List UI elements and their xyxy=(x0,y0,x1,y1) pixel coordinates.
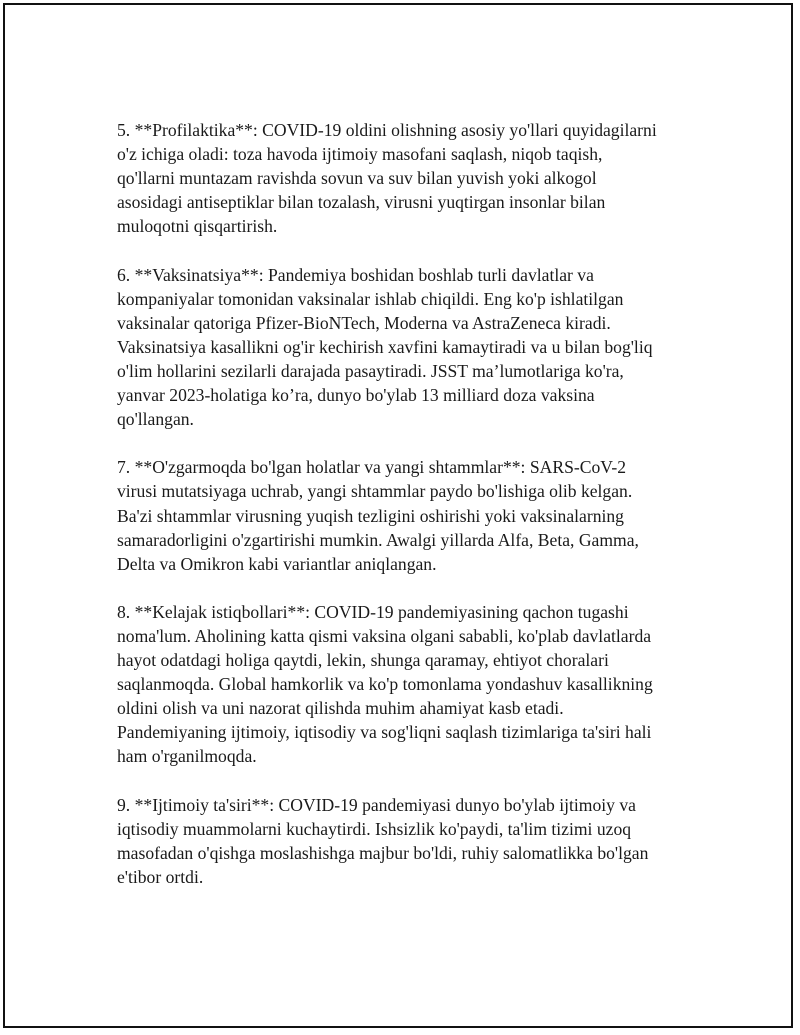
paragraph-kelajak xyxy=(117,600,697,769)
text-line: oldini olish va uni nazorat qilishda muhim ahamiyat kasb etadi. xyxy=(117,698,564,719)
paragraph-shtammlar xyxy=(117,455,697,575)
text-line: saqlanmoqda. Global hamkorlik va ko'p tomonlama yondashuv kasallikning xyxy=(117,674,653,695)
text-line: vaksinalar qatoriga Pfizer-BioNTech, Moderna va AstraZeneca kiradi. xyxy=(117,312,611,333)
text-line: noma'lum. Aholining katta qismi vaksina olgani sababli, ko'plab davlatlarda xyxy=(117,625,652,646)
text-line: qo'llarni muntazam ravishda sovun va suv bilan yuvish yoki alkogol xyxy=(117,168,597,189)
paragraph-ijtimoiy xyxy=(117,793,697,889)
text-line: masofadan o'qishga moslashishga majbur bo'ldi, ruhiy salomatlikka bo'lgan xyxy=(117,842,649,863)
paragraph-profilaktika xyxy=(117,118,697,238)
text-line: virusi mutatsiyaga uchrab, yangi shtammlar paydo bo'lishiga olib kelgan. xyxy=(117,481,633,502)
text-line: Delta va Omikron kabi variantlar aniqlangan. xyxy=(117,553,437,574)
text-line: asosidagi antiseptiklar bilan tozalash, virusni yuqtirgan insonlar bilan xyxy=(117,192,606,213)
text-line: o'lim hollarini sezilarli darajada pasaytiradi. JSST ma’lumotlariga ko'ra, xyxy=(117,360,624,381)
text-line: iqtisodiy muammolarni kuchaytirdi. Ishsizlik ko'paydi, ta'lim tizimi uzoq xyxy=(117,818,632,839)
text-line: qo'llangan. xyxy=(117,409,194,430)
text-line: ham o'rganilmoqda. xyxy=(117,746,257,767)
text-line: 5. **Profilaktika**: COVID-19 oldini olishning asosiy yo'llari quyidagilarni xyxy=(117,120,657,140)
text-line: 6. **Vaksinatsiya**: Pandemiya boshidan boshlab turli davlatlar va xyxy=(117,264,594,285)
text-line: 8. **Kelajak istiqbollari**: COVID-19 pandemiyasining qachon tugashi xyxy=(117,601,629,622)
text-line: yanvar 2023-holatiga ko’ra, dunyo bo'ylab 13 milliard doza vaksina xyxy=(117,385,595,406)
text-line: 7. **O'zgarmoqda bo'lgan holatlar va yangi shtammlar**: SARS-CoV-2 xyxy=(117,457,626,478)
paragraph-vaksinatsiya xyxy=(117,263,697,432)
text-line: e'tibor ortdi. xyxy=(117,866,204,887)
text-line: Vaksinatsiya kasallikni og'ir kechirish xavfini kamaytiradi va u bilan bog'liq xyxy=(117,336,653,357)
text-line: Ba'zi shtammlar virusning yuqish tezligini oshirishi yoki vaksinalarning xyxy=(117,505,624,526)
text-line: kompaniyalar tomonidan vaksinalar ishlab chiqildi. Eng ko'p ishlatilgan xyxy=(117,288,624,309)
document-body xyxy=(117,118,697,913)
text-line: o'z ichiga oladi: toza havoda ijtimoiy masofani saqlash, niqob taqish, xyxy=(117,144,603,165)
text-line: samaradorligini o'zgartirishi mumkin. Awalgi yillarda Alfa, Beta, Gamma, xyxy=(117,529,639,550)
text-line: muloqotni qisqartirish. xyxy=(117,216,278,237)
text-line: hayot odatdagi holiga qaytdi, lekin, shunga qaramay, ehtiyot choralari xyxy=(117,650,609,671)
text-line: Pandemiyaning ijtimoiy, iqtisodiy va sog'liqni saqlash tizimlariga ta'siri hali xyxy=(117,722,652,743)
text-line: 9. **Ijtimoiy ta'siri**: COVID-19 pandemiyasi dunyo bo'ylab ijtimoiy va xyxy=(117,794,636,815)
